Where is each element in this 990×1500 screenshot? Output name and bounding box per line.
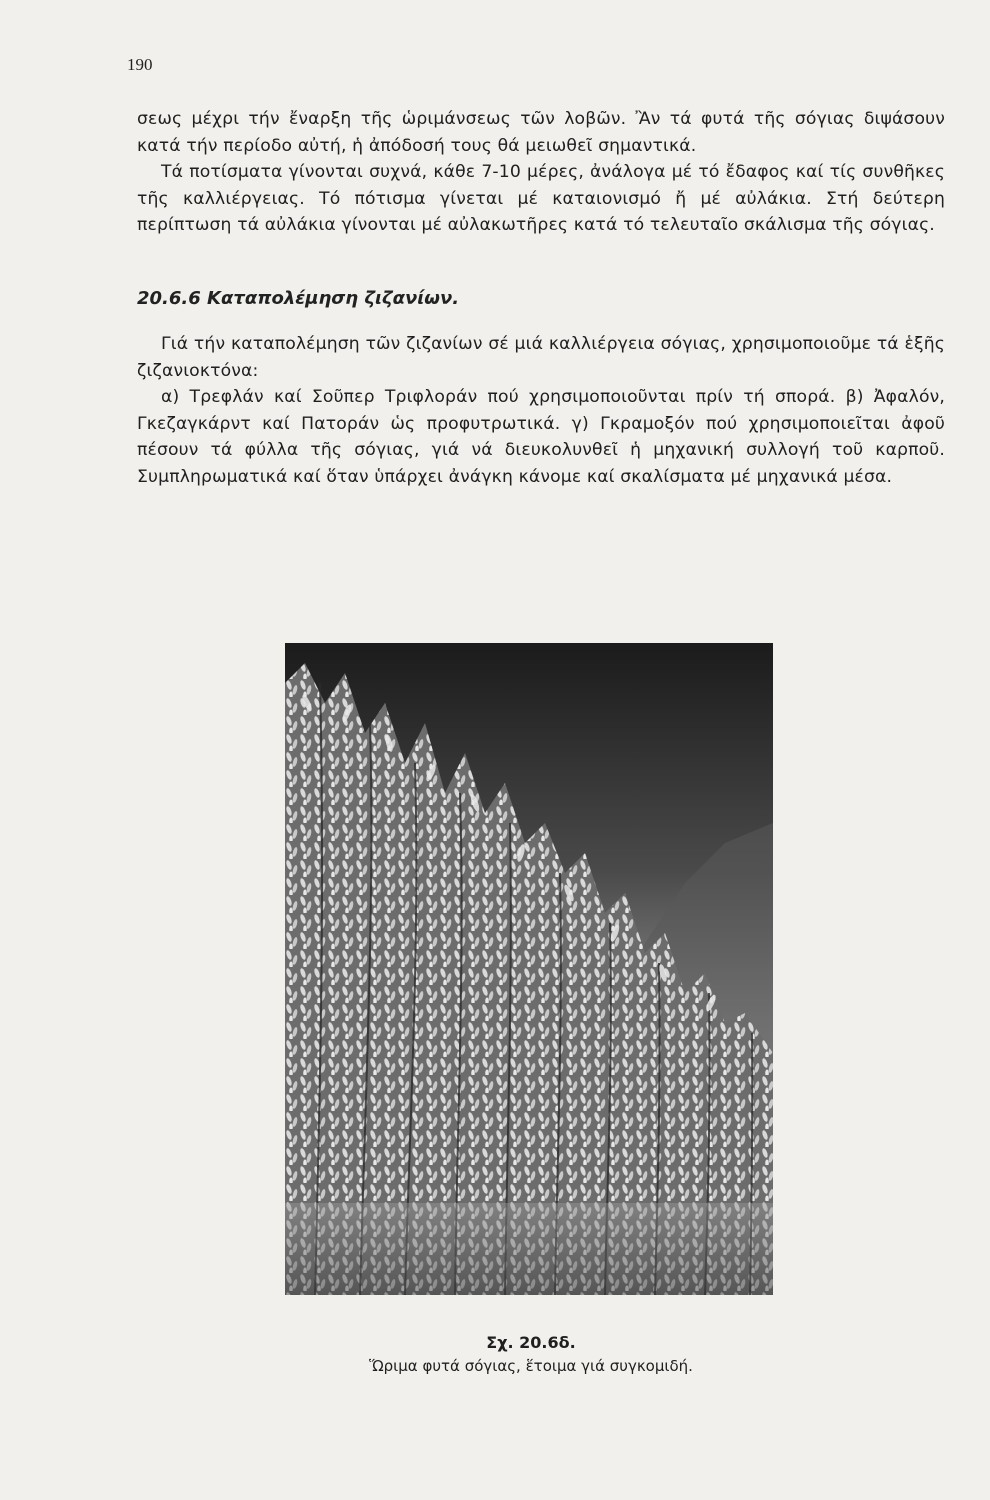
- page-number: 190: [127, 55, 153, 74]
- figure-caption: Ὥριμα φυτά σόγιας, ἕτοιμα γιά συγκομιδή.: [369, 1357, 693, 1375]
- paragraph-weed-control: [137, 331, 945, 490]
- paragraph-line: σεως μέχρι τήν ἔναρξη τῆς ὡριμάνσεως τῶν λοβῶν. Ἂν τά φυτά τῆς σόγιας διψάσουν κατά τήν περίοδο αὐτή, ἡ ἀπόδοσή τους θά μειωθεῖ σημαντικά.: [137, 109, 945, 156]
- paragraph-line: α) Τρεφλάν καί Σοῦπερ Τριφλοράν πού χρησιμοποιοῦνται πρίν τή σπορά. β) Ἀφαλόν, Γκεζαγκάρντ καί Πατοράν ὡς προφυτρωτικά. γ) Γκραμοξόν πού χρησιμοποιεῖται ἀφοῦ πέσουν τά φύλλα τῆς σόγιας, γιά νά διευκολυνθεῖ ἡ μηχανική συλλογή τοῦ καρποῦ. Συμπληρωματικά καί ὅταν ὑπάρχει ἀνάγκη κάνομε καί σκαλίσματα μέ μηχανικά μέσα.: [137, 387, 945, 487]
- figure-label: Σχ. 20.6δ.: [486, 1333, 576, 1352]
- soybean-plants-photo: [285, 643, 773, 1295]
- paragraph-line: Τά ποτίσματα γίνονται συχνά, κάθε 7-10 μέρες, ἀνάλογα μέ τό ἔδαφος καί τίς συνθῆκες τῆς καλλιέργειας. Τό πότισμα γίνεται μέ καταιονισμό ἤ μέ αὐλάκια. Στή δεύτερη περίπτωση τά αὐλάκια γίνονται μέ αὐλακωτῆρες κατά τό τελευταῖο σκάλισμα τῆς σόγιας.: [137, 162, 945, 235]
- paragraph-irrigation: [137, 106, 945, 239]
- section-heading: 20.6.6 Καταπολέμηση ζιζανίων.: [137, 288, 460, 309]
- paragraph-line: Γιά τήν καταπολέμηση τῶν ζιζανίων σέ μιά καλλιέργεια σόγιας, χρησιμοποιοῦμε τά ἑξῆς ζιζανιοκτόνα:: [137, 334, 945, 381]
